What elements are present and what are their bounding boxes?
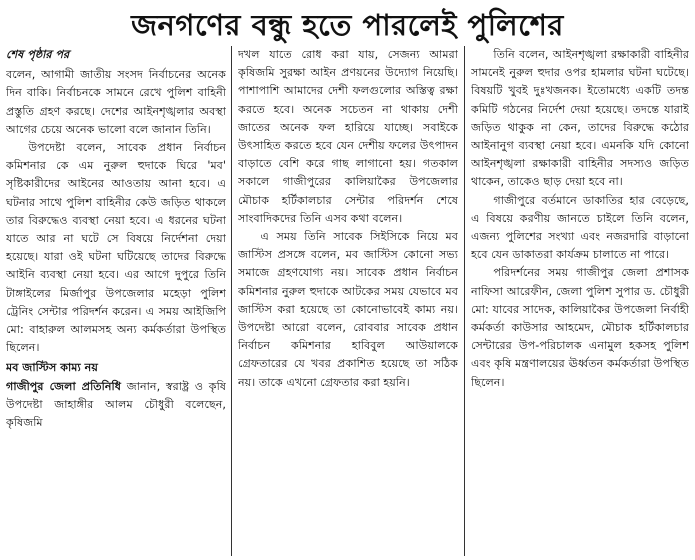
paragraph: দখল যাতে রোধ করা যায়, সেজন্য আমরা কৃষিজমি সুরক্ষা আইন প্রণয়নের উদ্যোগ নিয়েছি। পাশাপাশি আমাদের দেশী ফলগুলোর অস্তিত্ব রক্ষা করতে হবে। অনেক সচেতন না থাকায় দেশী জাতের অনেক ফল হারিয়ে যাচ্ছে। সবাইকে উৎসাহিত করতে হবে যেন দেশীয় ফলের উৎপাদন বাড়াতে বেশি করে গাছ লাগানো হয়। গতকাল সকালে গাজীপুরের কালিয়াকৈর উপজেলার মৌচাক হর্টিকালচার সেন্টার পরিদর্শন শেষে সাংবাদিকদের তিনি এসব কথা বলেন। (238, 48, 458, 225)
paragraph-text: জানান, স্বরাষ্ট্র ও কৃষি উপদেষ্টা জাহাঙ্গীর আলম চৌধুরী বলেছেন, কৃষিজমি (6, 379, 226, 430)
column-divider (464, 46, 465, 556)
paragraph: এ সময় তিনি সাবেক সিইসিকে নিয়ে মব জাস্টিস প্রসঙ্গে বলেন, মব জাস্টিস কোনো সভ্য সমাজে গ্রহণযোগ্য নয়। সাবেক প্রধান নির্বাচন কমিশনার নুরুল হুদাকে আটকের সময় যেভাবে মব জাস্টিস করা হয়েছে তা কোনোভাবেই কাম্য নয়। উপদেষ্টা আরো বলেন, রোববার সাবেক প্রধান নির্বাচন কমিশনার হাবিবুল আউয়ালকে গ্রেফতারের যে খবর প্রকাশিত হয়েছে তা সঠিক নয়। তাকে এখনো গ্রেফতার করা হয়নি। (238, 230, 458, 389)
continuation-kicker: শেষ পৃষ্ঠার পর (6, 48, 70, 61)
headline: জনগণের বন্ধু হতে পারলেই পুলিশের (131, 8, 564, 42)
paragraph: তিনি বলেন, আইনশৃঙ্খলা রক্ষাকারী বাহিনীর সামনেই নুরুল হুদার ওপর হামলার ঘটনা ঘটেছে। বিষয়টি খুবই দুঃখজনক। ইতোমধ্যে একটি তদন্ত কমিটি গঠনের নির্দেশ দেয়া হয়েছে। তদন্তে যারাই জড়িত থাকুক না কেন, তাদের বিরুদ্ধে কঠোর আইনানুগ ব্যবস্থা নেয়া হবে। এমনকি যদি কোনো আইনশৃঙ্খলা রক্ষাকারী বাহিনীর সদস্যও জড়িত থাকেন, তাকেও ছাড় দেয়া হবে না। (471, 48, 689, 189)
article-column-3 (471, 46, 689, 558)
paragraph: পরিদর্শনের সময় গাজীপুর জেলা প্রশাসক নাফিসা আরেফীন, জেলা পুলিশ সুপার ড. চৌধুরী মো: যাবের সাদেক, কালিয়াকৈর উপজেলা নির্বাহী কর্মকর্তা কাউসার আহমেদ, মৌচাক হর্টিকালচার সেন্টারের উপ-পরিচালক এনামুল হকসহ পুলিশ এবং কৃষি মন্ত্রণালয়ের ঊর্ধ্বতন কর্মকর্তারা উপস্থিত ছিলেন। (471, 266, 689, 389)
byline: গাজীপুর জেলা প্রতিনিধি (6, 379, 122, 393)
subheading: মব জাস্টিস কাম্য নয় (6, 361, 98, 375)
article-column-2 (238, 46, 458, 558)
paragraph-with-byline (6, 378, 226, 433)
paragraph: বলেন, আগামী জাতীয় সংসদ নির্বাচনের অনেক দিন বাকি। নির্বাচনকে সামনে রেখে পুলিশ বাহিনী প্রস্তুতি গ্রহণ করছে। দেশের আইনশৃঙ্খলার অবস্থা আগের চেয়ে অনেক ভালো বলে জানান তিনি। (6, 68, 226, 136)
paragraph: উপদেষ্টা বলেন, সাবেক প্রধান নির্বাচন কমিশনার কে এম নুরুল হুদাকে ঘিরে 'মব' সৃষ্টিকারীদের আইনের আওতায় আনা হবে। এ ঘটনার সাথে পুলিশ বাহিনীর কেউ জড়িত থাকলে তার বিরুদ্ধেও ব্যবস্থা নেয়া হবে। এ ধরনের ঘটনা যাতে আর না ঘটে সে বিষয়ে নির্দেশনা দেয়া হয়েছে। যারা ওই ঘটনা ঘটিয়েছে তাদের বিরুদ্ধে আইনি ব্যবস্থা নেয়া হবে। এর আগে দুপুরে তিনি টাঙ্গাইলের মির্জাপুর উপজেলার মহেড়া পুলিশ ট্রেনিং সেন্টার পরিদর্শন করেন। এ সময় আইজিপি মো: বাহারুল আলমসহ অন্য কর্মকর্তারা উপস্থিত ছিলেন। (6, 141, 226, 355)
paragraph: গাজীপুরে বর্তমানে ডাকাতির হার বেড়েছে, এ বিষয়ে করণীয় জানতে চাইলে তিনি বলেন, এজন্য পুলিশের সংখ্যা এবং নজরদারি বাড়ানো হবে যেন ডাকাতরা কার্যক্রম চালাতে না পারে। (471, 193, 689, 262)
column-divider (231, 46, 232, 556)
article-column-1 (6, 46, 226, 558)
